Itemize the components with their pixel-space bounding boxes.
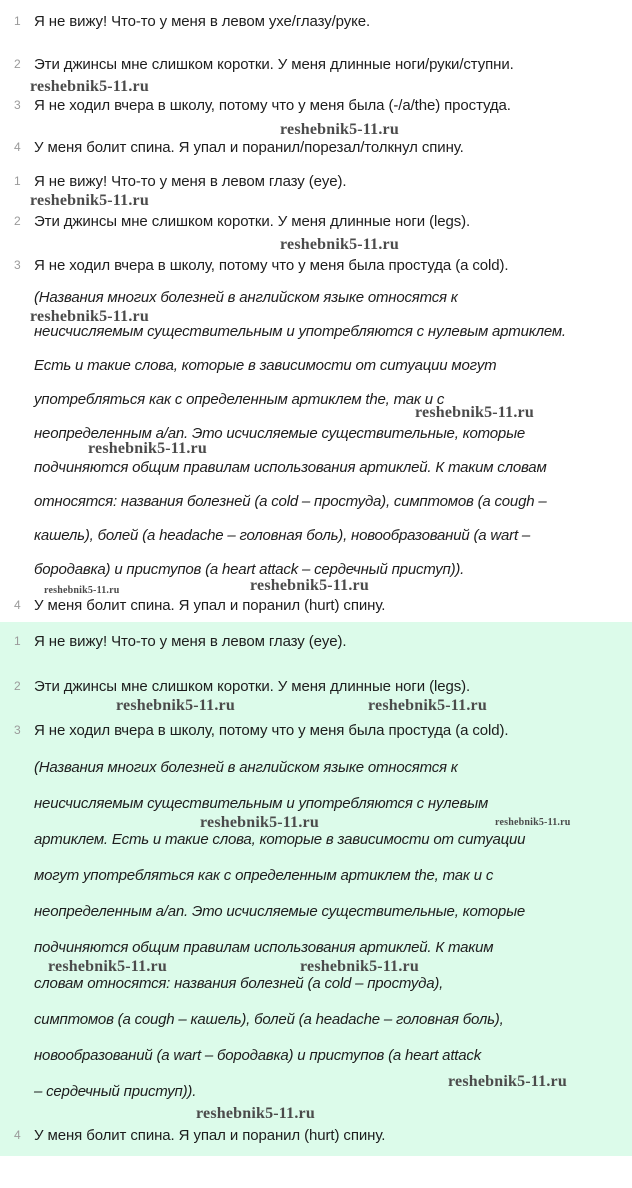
- watermark: reshebnik5-11.ru: [30, 308, 149, 325]
- note-line: (Названия многих болезней в английском языке относятся к: [34, 289, 458, 306]
- item-number: 2: [14, 214, 21, 228]
- item-text: У меня болит спина. Я упал и поранил (hurt) спину.: [34, 1127, 386, 1144]
- note-line: – сердечный приступ)).: [34, 1083, 197, 1100]
- item-text: Эти джинсы мне слишком коротки. У меня длинные ноги (legs).: [34, 213, 471, 230]
- item-number: 4: [14, 140, 21, 154]
- watermark-small: reshebnik5-11.ru: [495, 817, 571, 828]
- item-number: 4: [14, 598, 21, 612]
- item-text: Эти джинсы мне слишком коротки. У меня длинные ноги (legs).: [34, 678, 471, 695]
- item-number: 4: [14, 1128, 21, 1142]
- note-line: артиклем. Есть и такие слова, которые в зависимости от ситуации: [34, 831, 526, 848]
- note-line: новообразований (a wart – бородавка) и приступов (a heart attack: [34, 1047, 481, 1064]
- grammar-note: [34, 758, 525, 1118]
- note-line: Есть и такие слова, которые в зависимости от ситуации могут: [34, 357, 497, 374]
- note-line: относятся: названия болезней (a cold – простуда), симптомов (a cough –: [34, 493, 547, 510]
- note-line: (Названия многих болезней в английском языке относятся к: [34, 759, 458, 776]
- item-text: Я не вижу! Что-то у меня в левом ухе/глазу/руке.: [34, 13, 371, 30]
- watermark: reshebnik5-11.ru: [415, 404, 534, 421]
- item-number: 1: [14, 174, 21, 188]
- watermark: reshebnik5-11.ru: [48, 958, 167, 975]
- note-line: неисчисляемым существительным и употребляются с нулевым: [34, 795, 489, 812]
- item-text: Я не ходил вчера в школу, потому что у меня была простуда (a cold).: [34, 722, 509, 739]
- note-line: кашель), болей (a headache – головная боль), новообразований (a wart –: [34, 527, 531, 544]
- watermark: reshebnik5-11.ru: [200, 814, 319, 831]
- watermark: reshebnik5-11.ru: [300, 958, 419, 975]
- item-text: Я не вижу! Что-то у меня в левом глазу (eye).: [34, 173, 347, 190]
- watermark: reshebnik5-11.ru: [448, 1073, 567, 1090]
- note-line: могут употребляться как с определенным артиклем the, так и с: [34, 867, 494, 884]
- item-text: Я не ходил вчера в школу, потому что у меня была (-/a/the) простуда.: [34, 97, 511, 114]
- watermark: reshebnik5-11.ru: [30, 78, 149, 95]
- note-line: словам относятся: названия болезней (a cold – простуда),: [34, 975, 444, 992]
- item-number: 3: [14, 258, 21, 272]
- watermark: reshebnik5-11.ru: [280, 236, 399, 253]
- watermark-small: reshebnik5-11.ru: [44, 585, 120, 596]
- item-text: Я не ходил вчера в школу, потому что у меня была простуда (a cold).: [34, 257, 509, 274]
- item-text: У меня болит спина. Я упал и поранил (hurt) спину.: [34, 597, 386, 614]
- item-number: 1: [14, 634, 21, 648]
- item-number: 3: [14, 723, 21, 737]
- watermark: reshebnik5-11.ru: [280, 121, 399, 138]
- note-line: неопределенным a/an. Это исчисляемые существительные, которые: [34, 425, 526, 442]
- item-number: 1: [14, 14, 21, 28]
- item-text: Я не вижу! Что-то у меня в левом глазу (eye).: [34, 633, 347, 650]
- note-line: бородавка) и приступов (a heart attack – сердечный приступ)).: [34, 561, 465, 578]
- watermark: reshebnik5-11.ru: [116, 697, 235, 714]
- item-text: Эти джинсы мне слишком коротки. У меня длинные ноги/руки/ступни.: [34, 56, 514, 73]
- watermark: reshebnik5-11.ru: [368, 697, 487, 714]
- note-line: подчиняются общим правилам использования артиклей. К таким: [34, 939, 494, 956]
- note-line: употребляться как с определенным артиклем the, так и с: [34, 391, 445, 408]
- watermark: reshebnik5-11.ru: [88, 440, 207, 457]
- item-number: 3: [14, 98, 21, 112]
- item-text: У меня болит спина. Я упал и поранил/порезал/толкнул спину.: [34, 139, 464, 156]
- note-line: симптомов (a cough – кашель), болей (a headache – головная боль),: [34, 1011, 504, 1028]
- note-line: подчиняются общим правилам использования артиклей. К таким словам: [34, 459, 547, 476]
- item-number: 2: [14, 679, 21, 693]
- note-line: неопределенным a/an. Это исчисляемые существительные, которые: [34, 903, 526, 920]
- watermark: reshebnik5-11.ru: [250, 577, 369, 594]
- note-line: неисчисляемым существительным и употребляются с нулевым артиклем.: [34, 323, 566, 340]
- item-number: 2: [14, 57, 21, 71]
- watermark: reshebnik5-11.ru: [30, 192, 149, 209]
- watermark: reshebnik5-11.ru: [196, 1105, 315, 1122]
